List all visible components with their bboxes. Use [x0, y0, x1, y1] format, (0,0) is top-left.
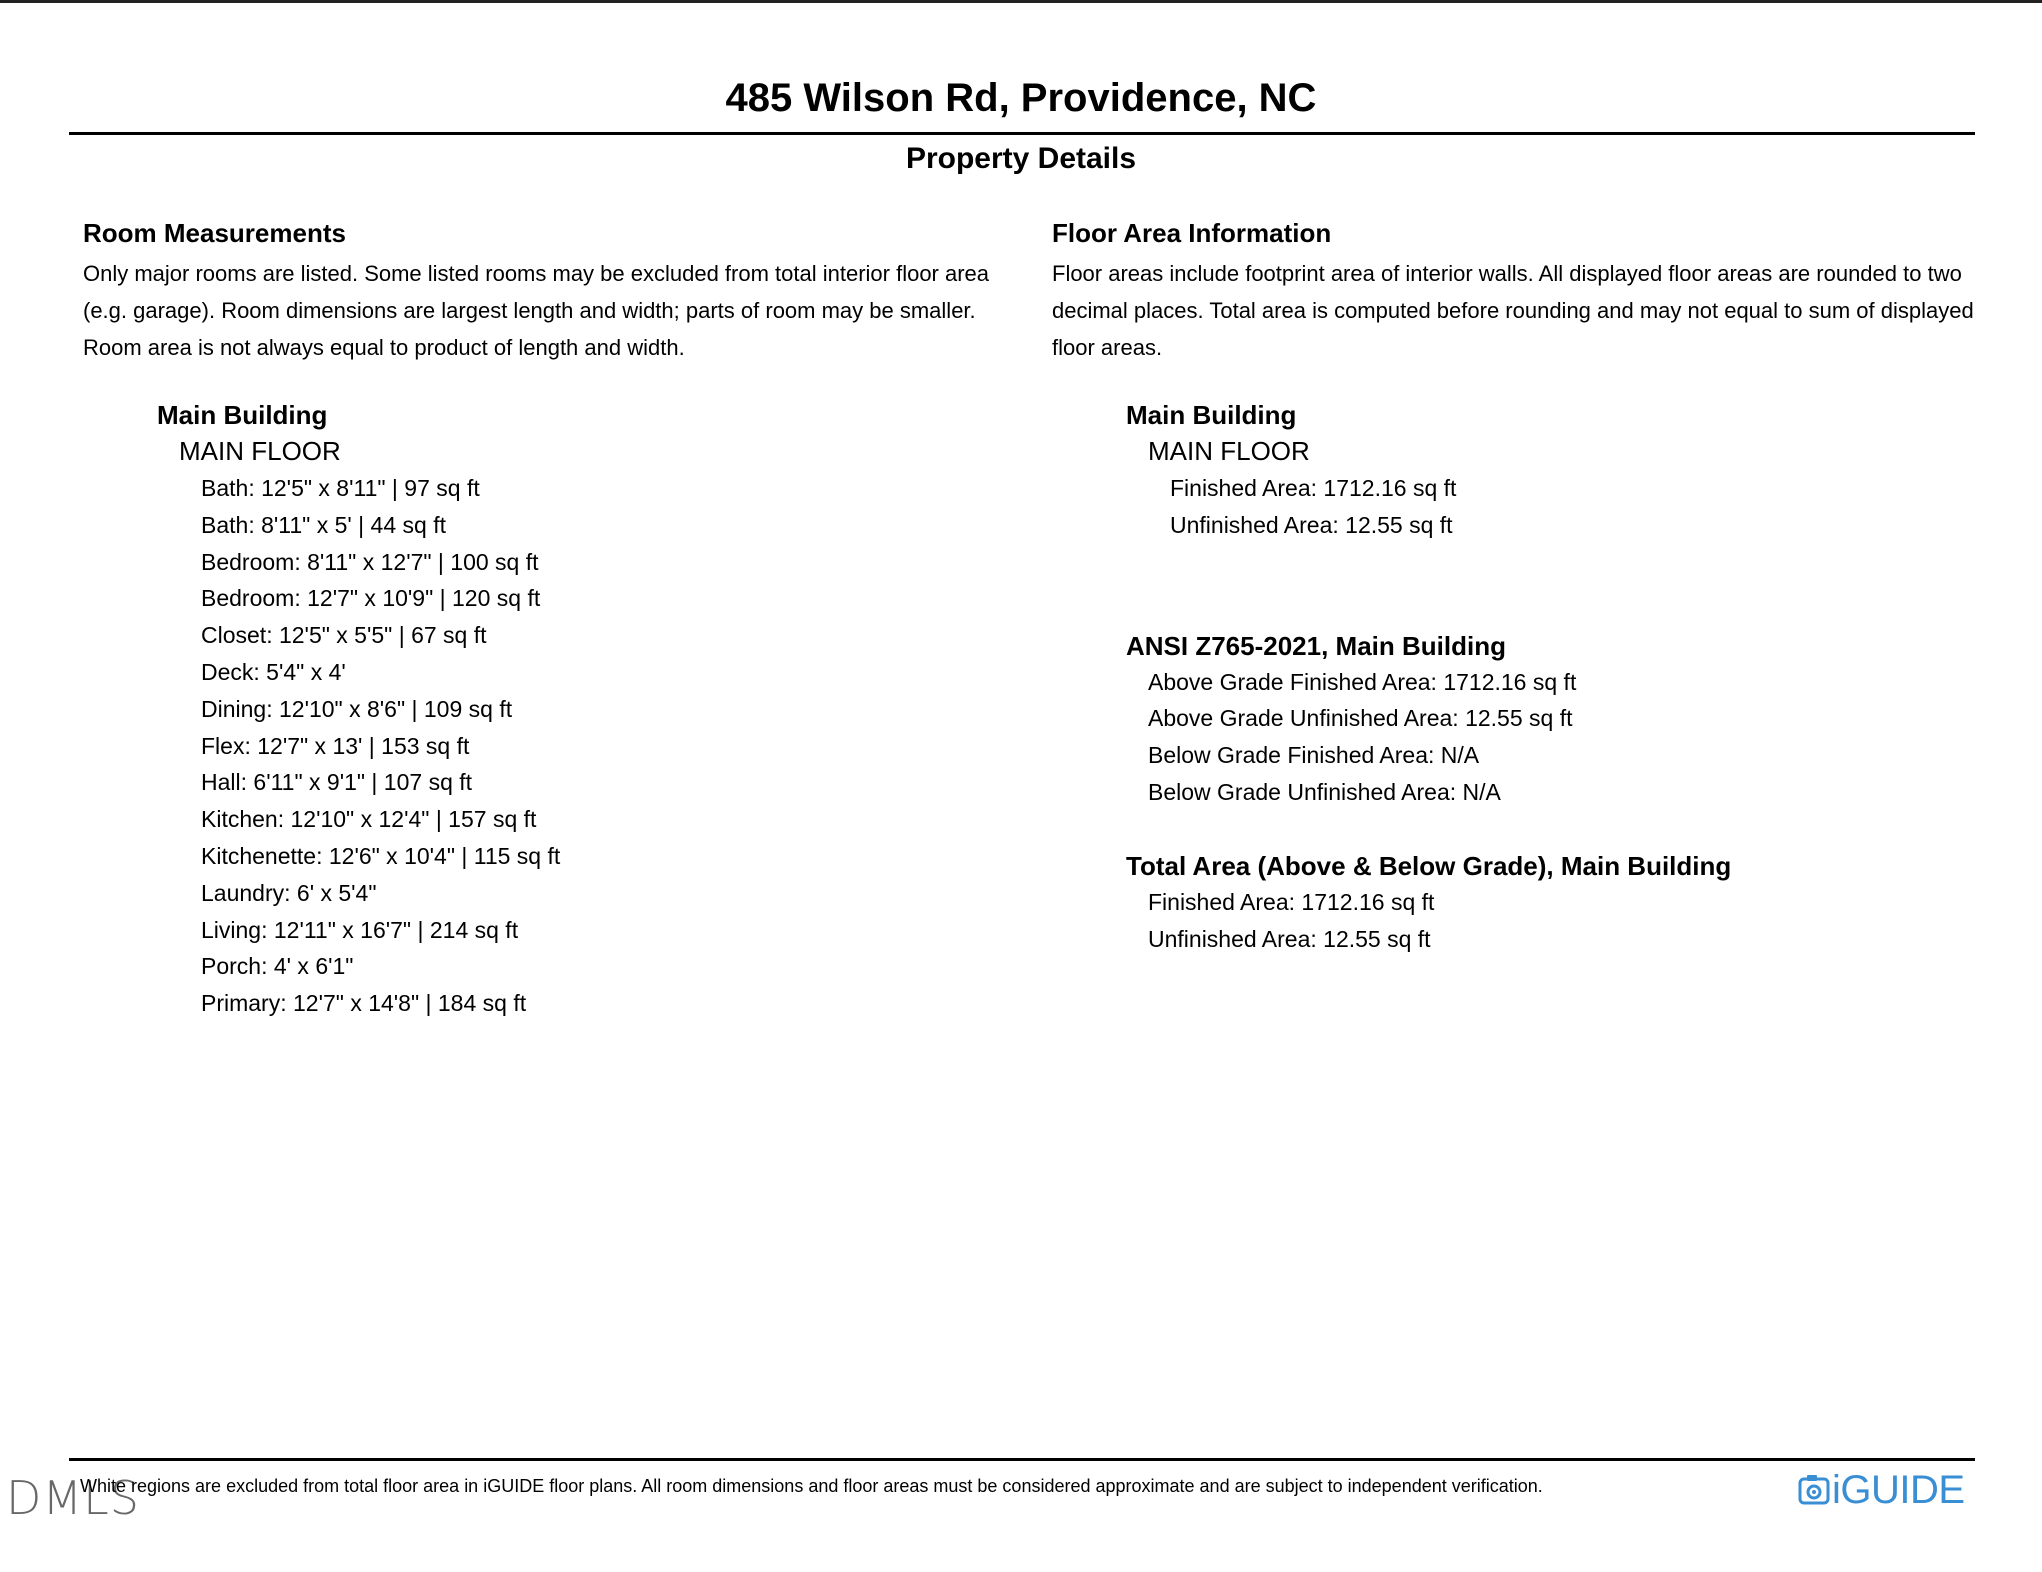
area-floor-heading: MAIN FLOOR: [1148, 436, 1310, 466]
page-subtitle: Property Details: [905, 142, 1137, 175]
floor-area-list: [1170, 470, 1992, 544]
room-list: [201, 470, 1003, 1022]
total-area-list: [1148, 884, 1992, 958]
camera-icon: [1798, 1473, 1832, 1507]
room-item: Bath: 12'5" x 8'11" | 97 sq ft: [201, 475, 480, 501]
room-item: Bedroom: 12'7" x 10'9" | 120 sq ft: [201, 585, 541, 612]
room-item: Kitchen: 12'10" x 12'4" | 157 sq ft: [201, 806, 537, 833]
ansi-area-item: Above Grade Finished Area: 1712.16 sq ft: [1148, 668, 1577, 695]
room-item: Kitchenette: 12'6" x 10'4" | 115 sq ft: [201, 842, 561, 869]
area-building-heading: Main Building: [1126, 400, 1297, 430]
ansi-area-item: Below Grade Unfinished Area: N/A: [1148, 778, 1501, 805]
room-item: Living: 12'11" x 16'7" | 214 sq ft: [201, 916, 519, 943]
iguide-logo: [1798, 1466, 1965, 1514]
room-item: Dining: 12'10" x 8'6" | 109 sq ft: [201, 695, 513, 722]
footer-divider: [69, 1458, 1975, 1461]
room-item: Bedroom: 8'11" x 12'7" | 100 sq ft: [201, 548, 539, 575]
room-item: Deck: 5'4" x 4': [201, 658, 346, 685]
floor-area-section: [1052, 215, 1992, 957]
room-building-block: [157, 397, 1003, 1022]
room-measurements-description: Only major rooms are listed. Some listed rooms may be excluded from total interior floor area (e.g. garage). Room dimensions are largest length and width; parts of room may be smaller. Room area is not always equal to product of length and width.: [83, 261, 990, 360]
dmls-watermark: DMLS: [6, 1471, 140, 1525]
total-area-item: Finished Area: 1712.16 sq ft: [1148, 888, 1435, 915]
logo-text: iGUIDE: [1832, 1468, 1965, 1512]
floor-area-item: Finished Area: 1712.16 sq ft: [1170, 475, 1457, 501]
area-building-block: [1126, 397, 1992, 957]
floor-area-heading: Floor Area Information: [1052, 218, 1332, 248]
room-item: Flex: 12'7" x 13' | 153 sq ft: [201, 732, 470, 759]
ansi-area-item: Below Grade Finished Area: N/A: [1148, 742, 1480, 769]
total-area-item: Unfinished Area: 12.55 sq ft: [1148, 925, 1431, 952]
room-item: Primary: 12'7" x 14'8" | 184 sq ft: [201, 990, 527, 1017]
footer-disclaimer: White regions are excluded from total floor area in iGUIDE floor plans. All room dimensions and floor areas must be considered approximate and are subject to independent verification.: [80, 1476, 1543, 1496]
room-item: Hall: 6'11" x 9'1" | 107 sq ft: [201, 769, 473, 796]
title-divider: [69, 132, 1975, 135]
total-area-heading: Total Area (Above & Below Grade), Main Building: [1126, 850, 1732, 881]
ansi-area-list: [1148, 664, 1992, 811]
floor-area-description: Floor areas include footprint area of interior walls. All displayed floor areas are rounded to two decimal places. Total area is computed before rounding and may not equal to sum of displayed floor areas.: [1052, 261, 1974, 360]
floor-area-item: Unfinished Area: 12.55 sq ft: [1170, 511, 1453, 538]
room-item: Bath: 8'11" x 5' | 44 sq ft: [201, 511, 446, 538]
ansi-area-item: Above Grade Unfinished Area: 12.55 sq ft: [1148, 705, 1573, 732]
ansi-heading: ANSI Z765-2021, Main Building: [1126, 630, 1506, 661]
room-item: Closet: 12'5" x 5'5" | 67 sq ft: [201, 622, 487, 649]
page-title: 485 Wilson Rd, Providence, NC: [725, 76, 1317, 120]
room-measurements-section: [83, 215, 1003, 1022]
room-measurements-heading: Room Measurements: [83, 218, 346, 248]
room-item: Porch: 4' x 6'1": [201, 953, 354, 980]
top-border: [0, 0, 2042, 3]
room-item: Laundry: 6' x 5'4": [201, 879, 377, 906]
room-building-heading: Main Building: [157, 400, 328, 430]
room-floor-heading: MAIN FLOOR: [179, 436, 341, 466]
